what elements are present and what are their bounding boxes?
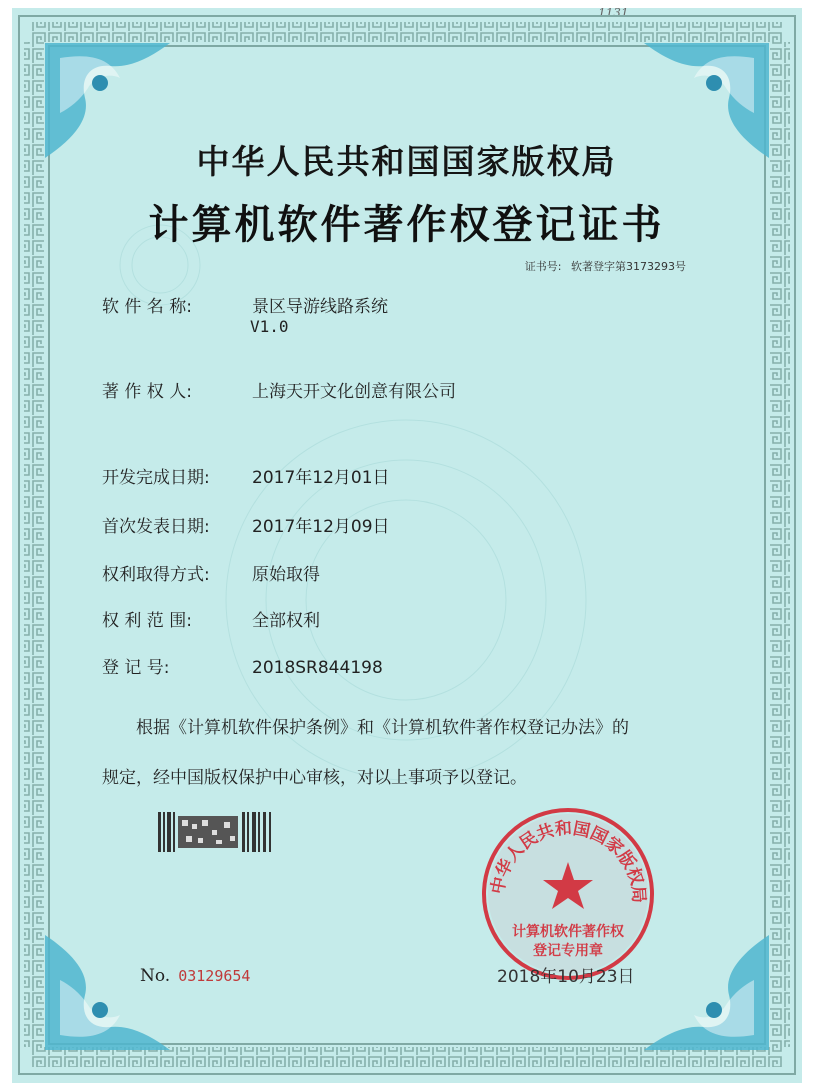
- handwritten-mark: 1131: [598, 6, 629, 20]
- corner-ornament-bottom-left: [40, 925, 200, 1055]
- acquire-label: 权利取得方式:: [102, 565, 210, 585]
- certificate-number-label: 证书号:: [524, 260, 562, 273]
- issuer-title: 中华人民共和国国家版权局: [196, 142, 617, 181]
- scope-row: [102, 606, 320, 631]
- seal-center-line-2: 登记专用章: [533, 943, 603, 959]
- serial-prefix: No.: [140, 966, 171, 986]
- barcode: [158, 812, 276, 852]
- software-name-row: [102, 292, 388, 317]
- dev-date-row: [102, 463, 390, 488]
- issue-date: 2018年10月23日: [497, 967, 635, 987]
- owner-label: 著 作 权 人:: [102, 382, 192, 402]
- reg-no-label: 登 记 号:: [102, 658, 170, 678]
- acquire-row: [102, 560, 320, 585]
- owner-row: [102, 377, 456, 402]
- software-version: V1.0: [250, 317, 289, 336]
- owner-value: 上海天开文化创意有限公司: [252, 382, 456, 402]
- serial-value: 03129654: [178, 967, 251, 985]
- pub-date-value: 2017年12月09日: [252, 517, 390, 537]
- pub-date-label: 首次发表日期:: [102, 517, 210, 537]
- scope-label: 权 利 范 围:: [102, 611, 192, 631]
- serial-number: [140, 966, 250, 986]
- reg-no-row: [102, 653, 383, 678]
- software-name-value: 景区导游线路系统: [252, 297, 388, 317]
- seal-center-line-1: 计算机软件著作权: [512, 924, 624, 940]
- acquire-value: 原始取得: [252, 565, 320, 585]
- software-name-label: 软 件 名 称:: [102, 297, 192, 317]
- certificate-number-value: 软著登字第3173293号: [571, 260, 686, 273]
- seal-ring-text: 中华人民共和国国家版权局: [487, 818, 649, 904]
- dev-date-label: 开发完成日期:: [102, 468, 210, 488]
- reg-no-value: 2018SR844198: [252, 658, 383, 678]
- scope-value: 全部权利: [252, 611, 320, 631]
- dev-date-value: 2017年12月01日: [252, 468, 390, 488]
- pub-date-row: [102, 512, 390, 537]
- statement-line-2: 规定，经中国版权保护中心审核，对以上事项予以登记。: [102, 768, 527, 788]
- statement-line-1: 根据《计算机软件保护条例》和《计算机软件著作权登记办法》的: [136, 718, 629, 738]
- certificate-number: [519, 258, 686, 274]
- certificate-title: 计算机软件著作权登记证书: [148, 202, 665, 248]
